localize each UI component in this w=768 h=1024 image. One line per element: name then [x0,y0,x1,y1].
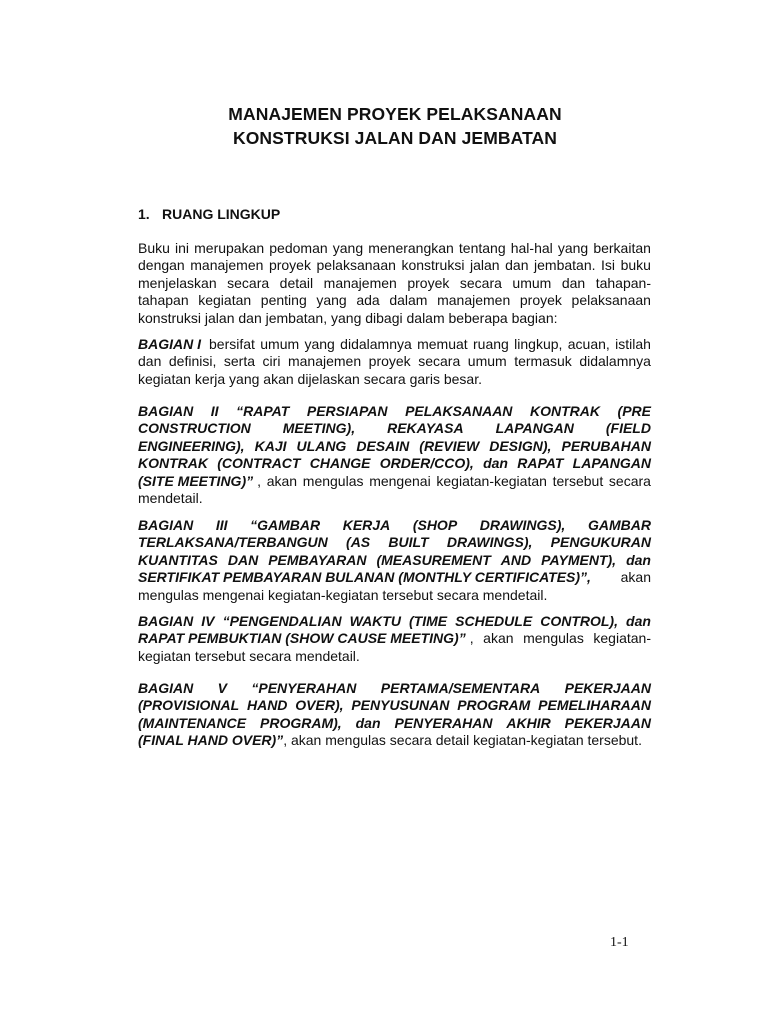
word: “RAPAT [236,403,290,419]
intro-line-3 [138,275,651,292]
word: didalamnya [579,353,651,370]
word: DRAWINGS), [479,517,566,533]
word: PEMELIHARAAN [538,697,651,714]
word: proyek [268,257,311,274]
word: dan [561,274,586,291]
bagian-2-line-3 [138,438,651,455]
word: yang [304,336,335,352]
word: RAPAT [517,455,564,472]
bagian-2-line-6: mendetail. [138,489,203,506]
word: ORDER/CCO), [379,455,474,472]
word: memuat [417,336,468,352]
word: “PENYERAHAN [251,680,357,696]
word: (TIME [409,613,448,629]
section-number: 1. [138,206,150,222]
word: detail [279,274,314,291]
word: didalamnya [340,336,412,352]
bagian-2-line-4 [138,455,651,472]
word: Isi [601,257,616,274]
word: ULANG [296,437,347,454]
word: BAGIAN [138,517,194,533]
word: ENGINEERING), [138,437,245,454]
bagian-5-paragraph [138,680,651,750]
word: (REVIEW [419,437,480,454]
word: acuan, [567,336,610,352]
bagian-2-line-2 [138,420,651,437]
word: tentang [458,240,506,256]
bagian-1-line-1 [138,336,651,353]
bagian-2-line-5 [138,473,651,490]
word: PENGUKURAN [550,534,651,551]
word: dan [626,551,651,568]
word: yang [316,292,347,309]
word: (PROVISIONAL [138,697,240,714]
word: dan [626,613,651,629]
word: menjelaskan [138,274,217,291]
word: dan [483,455,508,472]
bagian-1-line-1-rest [205,336,651,353]
word: AKHIR [506,714,551,731]
word: “PENGENDALIAN [222,613,342,629]
word: DAN [227,551,259,568]
bagian-3-line-2 [138,534,651,551]
word: CONTROL), [540,613,618,629]
word: tahapan [138,292,189,309]
word: KERJA [342,517,391,533]
word: pelaksanaan [316,257,396,274]
word: akan [483,630,514,647]
word: proyek [368,353,411,370]
word: manajemen [437,292,511,309]
bagian-4-line-1 [138,613,651,630]
word: “GAMBAR [250,517,321,533]
bagian-5-line-1 [138,680,651,697]
title-line-1: MANAJEMEN PROYEK PELAKSANAAN [228,104,562,124]
word: CHANGE [309,455,371,472]
word: dan [505,257,529,274]
word: lingkup, [514,336,563,352]
word: REKAYASA [387,420,464,437]
word: jembatan. [534,257,596,274]
word: (CONTRACT [217,455,301,472]
bagian-4-line-3: kegiatan tersebut secara mendetail. [138,647,360,664]
word: (MEASUREMENT [376,551,491,568]
word: CONSTRUCTION [138,420,251,437]
bagian-5-line-4-bold: (FINAL HAND OVER)” [138,732,284,749]
word: umum [467,353,507,370]
bagian-4-line-2 [138,630,651,647]
word: istilah [615,336,651,352]
word: (MAINTENANCE [138,714,247,731]
bagian-1-paragraph [138,336,651,388]
word: , [469,630,474,647]
word: termasuk [514,353,572,370]
word: ciri [262,353,281,370]
word: umum [512,274,552,291]
word: , [257,472,262,489]
word: hal-hal [510,240,553,256]
bagian-5-line-2 [138,697,651,714]
intro-line-2 [138,257,651,274]
word: (SHOP [412,517,458,533]
word: II [210,403,219,419]
word: PENYERAHAN [394,714,493,731]
bagian-4-line-2-bold: RAPAT PEMBUKTIAN (SHOW CAUSE MEETING)” [138,630,466,647]
word: WAKTU [349,613,401,629]
title-line-2: KONSTRUKSI JALAN DAN JEMBATAN [232,128,558,148]
bagian-3-paragraph [138,517,651,604]
word: bersifat [209,336,255,352]
word: (PRE [617,403,651,419]
word: dalam [389,292,428,309]
word: PEKERJAAN [564,680,651,696]
word: tahapan- [595,274,651,291]
word: merupakan [194,240,265,256]
bagian-4-paragraph [138,613,651,665]
word: SCHEDULE [455,613,533,629]
word: PROGRAM), [260,714,342,731]
word: III [215,517,228,533]
word: manajemen [323,274,397,291]
bagian-2-line-5-rest [253,473,651,490]
word: yang [332,240,364,256]
word: pedoman [269,240,328,256]
bagian-5-line-3 [138,715,651,732]
word: serta [223,353,256,370]
word: PERUBAHAN [561,437,651,454]
word: DRAWINGS), [446,534,533,551]
word: kegiatan- [593,630,651,647]
word: BAGIAN [138,613,194,629]
word: buku [620,257,651,274]
word: konstruksi [401,257,465,274]
document-title [0,102,768,150]
word: BAGIAN [138,403,194,419]
word: DESAIN [356,437,410,454]
word: kegiatan [198,292,252,309]
word: PERSIAPAN [306,403,388,419]
word: secara [418,353,461,370]
word: dengan [138,257,185,274]
intro-paragraph [138,240,651,327]
bagian-3-line-4-bold: SERTIFIKAT PEMBAYARAN BULANAN (MONTHLY CERTIFICATES)”, [138,569,591,586]
word: GAMBAR [587,517,651,533]
word: (FIELD [605,420,651,437]
bagian-3-line-3 [138,552,651,569]
bagian-3-line-1 [138,517,651,534]
word: MEETING), [282,420,356,437]
word: secara [459,274,502,291]
word: jalan [470,257,500,274]
word: penting [260,292,307,309]
word: PAYMENT), [541,551,617,568]
intro-line-4 [138,292,651,309]
word: KONTRAK [529,403,600,419]
word: dan [138,353,162,370]
word: LAPANGAN [572,455,651,472]
word: mengulas [523,630,584,647]
word: OVER), [295,697,344,714]
word: KUANTITAS [138,551,218,568]
bagian-5-line-4-rest: , akan mengulas secara detail kegiatan-kegiatan tersebut. [283,732,642,749]
word: PROGRAM [457,697,531,714]
word: kegiatan-kegiatan [436,472,547,489]
bagian-2-line-1 [138,403,651,420]
word: DESIGN), [489,437,552,454]
word: V [217,680,227,696]
section-heading [138,205,280,223]
page-number: 1-1 [610,935,629,950]
word: manajemen [287,353,362,370]
word: BAGIAN [138,680,194,696]
intro-line-1 [138,240,651,257]
word: secara [227,274,270,291]
word: umum [260,336,300,352]
word: HAND [246,697,288,714]
word: Buku [138,240,170,256]
word: ada [356,292,380,309]
word: proyek [519,292,562,309]
word: secara [608,472,651,489]
bagian-2-paragraph [138,403,651,507]
word: PEMBAYARAN [268,551,367,568]
word: ini [175,240,190,256]
intro-line-5: konstruksi jalan dan jembatan, yang dibagi dalam beberapa bagian: [138,309,558,326]
word: PELAKSANAAN [405,403,513,419]
bagian-2-line-5-bold: (SITE MEETING)” [138,472,254,489]
word: IV [201,613,215,629]
bagian-3-line-4-rest: akan [620,569,651,586]
word: TERLAKSANA/TERBANGUN [138,534,328,551]
bagian-3-line-5: mengulas mengenai kegiatan-kegiatan tersebut secara mendetail. [138,586,548,603]
word: ruang [473,336,509,352]
word: tersebut [552,472,604,489]
bagian-4-line-2-rest [466,630,651,647]
word: KONTRAK [138,455,208,472]
word: (AS [346,534,371,551]
section-title: RUANG LINGKUP [162,206,281,222]
word: akan [266,472,298,489]
word: berkaitan [593,240,651,256]
bagian-3-line-4 [138,569,651,586]
word: definisi, [168,353,217,370]
bagian-5-line-4 [138,732,651,749]
word: mengulas [302,472,364,489]
word: mengenai [369,472,431,489]
word: LAPANGAN [495,420,574,437]
word: yang [557,240,589,256]
word: AND [500,551,532,568]
word: pelaksanaan [571,292,651,309]
word: KAJI [254,437,287,454]
word: manajemen [190,257,264,274]
word: menerangkan [368,240,454,256]
word: PENYUSUNAN [351,697,450,714]
bagian-1-label: BAGIAN I [138,336,201,352]
word: proyek [407,274,450,291]
bagian-1-line-3: kegiatan kerja yang akan dijelaskan secara garis besar. [138,370,482,387]
word: PERTAMA/SEMENTARA [380,680,541,696]
word: PEKERJAAN [564,714,651,731]
word: dan [355,714,381,731]
word: BUILT [388,534,429,551]
bagian-1-line-2 [138,353,651,370]
